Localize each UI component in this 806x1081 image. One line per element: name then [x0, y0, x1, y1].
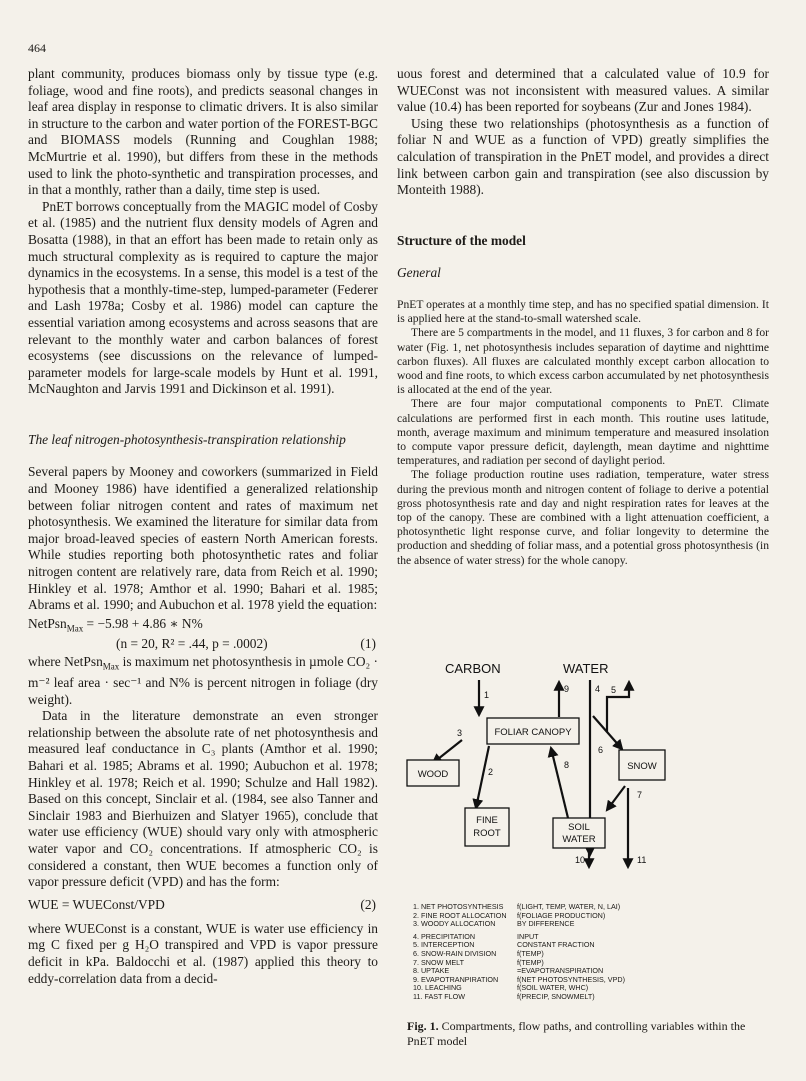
- paragraph: where WUEConst is a constant, WUE is water use efficiency in mg C fixed per g H₂O transpired and VPD is vapor pressure deficit in kPa. Baldocchi et al. (1987) applied this theory to eddy-correlation data from a decid-: [28, 920, 378, 986]
- water-header: WATER: [563, 661, 609, 676]
- equation-1-stats: [28, 636, 378, 654]
- flux-label-6: 6: [598, 745, 604, 755]
- p4-subscript: Max: [102, 661, 120, 672]
- carbon-header: CARBON: [445, 661, 501, 676]
- legend-row: 7. SNOW MELT f(TEMP): [413, 957, 544, 967]
- page-number: 464: [28, 41, 46, 55]
- right-column: [397, 66, 769, 568]
- flux-label-7: 7: [637, 790, 643, 800]
- paragraph: plant community, produces biomass only by tissue type (e.g. foliage, wood and fine roots), and predicts seasonal changes in leaf area display in response to climatic drivers. It is also similar in structure to the carbon and water portion of the FOREST-BGC and BIOMASS models (Running and Coughlan 1988; McMurtrie et al. 1990), but differs from these in the methods used to link the photo-synthetic and transpiration processes, and in that a monthly, rather than a daily, time step is used.: [28, 66, 378, 198]
- flux-7-arrow: [607, 786, 625, 810]
- flux-8-arrow: [551, 748, 568, 818]
- legend-row: 6. SNOW-RAIN DIVISION f(TEMP): [413, 948, 544, 958]
- flux-label-10: 10: [575, 855, 586, 865]
- flux-label-5: 5: [611, 685, 617, 695]
- flux-label-11: 11: [637, 855, 647, 865]
- soil-water-label-2: WATER: [562, 834, 596, 845]
- fine-root-label-1: FINE: [476, 815, 498, 826]
- legend-row: 11. FAST FLOW f(PRECIP, SNOWMELT): [413, 991, 595, 1001]
- left-column: [28, 66, 378, 987]
- paragraph: Several papers by Mooney and coworkers (summarized in Field and Mooney 1986) have identified a generalized relationship between foliar nitrogen content and rates of maximum net photosynthesis. We examined the literature for similar data from major broad-leaved species of eastern North American forests. While studies reporting both photosynthetic rates and foliar nitrogen content are relatively rare, data from Reich et al. 1990; Hinkley et al. 1978; Amthor et al. 1990; Bahari et al. 1985; Abrams et al. 1990; and Aubuchon et al. 1978 yield the equation:: [28, 464, 378, 613]
- legend-row: 5. INTERCEPTION CONSTANT FRACTION: [413, 940, 595, 950]
- paragraph: Data in the literature demonstrate an even stronger relationship between the absolute rate of net photosynthesis and measured leaf conductance in C₃ plants (Amthor et al. 1990; Bahari et al. 1985; Abrams et al. 1990; Aubuchon et al. 1978; Hinkley et al. 1978; Reich et al. 1990; Schulze and Hall 1982). Based on this concept, Sinclair et al. (1984, see also Tanner and Sinclair 1983 and Bierhuizen and Slatyer 1965), conclude that water use efficiency (WUE) should vary only with atmospheric water vapor and CO₂ concentrations. If atmospheric CO₂ is considered a constant, then WUE becomes a function only of vapor pressure deficit (VPD) and has the form:: [28, 708, 378, 890]
- eq2-text: WUE = WUEConst/VPD: [28, 896, 165, 912]
- figure-caption: [407, 1019, 767, 1049]
- flux-label-8: 8: [564, 760, 570, 770]
- flux-label-2: 2: [488, 767, 494, 777]
- legend-row: 2. FINE ROOT ALLOCATION f(FOLIAGE PRODUCTION): [413, 910, 606, 920]
- legend-row: 4. PRECIPITATION INPUT: [413, 931, 539, 941]
- legend-row: 9. EVAPOTRANPIRATION f(NET PHOTOSYNTHESIS, VPD): [413, 974, 625, 984]
- legend-row: 8. UPTAKE =EVAPOTRANSPIRATION: [413, 966, 604, 976]
- section-heading: Structure of the model: [397, 232, 526, 248]
- soil-water-label-1: SOIL: [568, 822, 590, 833]
- fine-root-label-2: ROOT: [473, 828, 501, 839]
- caption-text: Compartments, flow paths, and controlling variables within the PnET model: [407, 1019, 746, 1048]
- eq1-stats: (n = 20, R² = .44, p = .0002): [116, 635, 268, 651]
- subsection-heading: The leaf nitrogen-photosynthesis-transpiration relationship: [28, 431, 346, 447]
- figure-legend: [413, 903, 753, 1002]
- legend-row: 10. LEACHING f(SOIL WATER, WHC): [413, 983, 589, 993]
- equation-1: [28, 616, 378, 634]
- p4-end: is maximum net photosynthesis in µmole CO₂ · m⁻² leaf area · sec⁻¹ and N% is percent nitrogen in foliage (dry weight).: [28, 653, 378, 707]
- caption-label: Fig. 1.: [407, 1019, 439, 1033]
- eq1-lhs: NetPsn: [28, 615, 67, 631]
- flux-label-4: 4: [595, 684, 601, 694]
- pnet-diagram: [397, 660, 769, 900]
- equation-2: [28, 897, 378, 915]
- flux-2-arrow: [476, 746, 489, 808]
- subsection-heading: General: [397, 265, 441, 281]
- legend-row: 3. WOODY ALLOCATION BY DIFFERENCE: [413, 919, 575, 929]
- legend-row: 1. NET PHOTOSYNTHESIS f(LIGHT, TEMP, WATER, N, LAI): [413, 902, 621, 911]
- eq1-subscript: Max: [66, 623, 84, 634]
- flux-label-1: 1: [484, 690, 490, 700]
- eq2-number: (2): [360, 896, 376, 912]
- snow-label: SNOW: [627, 761, 657, 772]
- foliar-canopy-label: FOLIAR CANOPY: [494, 727, 572, 738]
- wood-label: WOOD: [417, 769, 449, 780]
- eq1-rhs: = −5.98 + 4.86 ∗ N%: [83, 615, 203, 631]
- paragraph: There are 5 compartments in the model, and 11 fluxes, 3 for carbon and 8 for water (Fig. 1, net photosynthesis includes separation of daytime and nighttime carbon fluxes). All fluxes are calculated monthly except carbon allocation to wood and fine roots, to which excess carbon accumulated by net photosynthesis is allocated at the end of the year.: [397, 326, 769, 397]
- figure-1: [397, 660, 769, 1060]
- paragraph: uous forest and determined that a calculated value of 10.9 for WUEConst was not inconsistent with measured values. A similar value (10.4) has been reported for soybeans (Zur and Jones 1984).: [397, 66, 769, 115]
- fine-root-box: [465, 808, 509, 846]
- paragraph: PnET borrows conceptually from the MAGIC model of Cosby et al. (1985) and the nutrient flux density models of Agren and Bosatta (1988), in that an effort has been made to retain only as much structural complexity as is required to capture the major dynamics in the ecosystems. In a sense, this model is a test of the hypothesis that a monthly-time-step, lumped-parameter (Federer and Lash 1978a; Cosby et al. 1986) model can capture the essential variation among ecosystems and across seasons that are relevant to the monthly water and carbon balances of forest ecosystems (see discussions on the relevance of lumped-parameter models for large-scale models by Hunt et al. 1991, McNaughton and Jarvis 1991 and Dickinson et al. 1991).: [28, 198, 378, 397]
- paragraph: The foliage production routine uses radiation, temperature, water stress during the previous month and nitrogen content of foliage to derive a potential gross photosynthesis rate and day and night respiration rates for leaves at the top of the canopy. These are combined with a light attenuation coefficient, a photosynthetic light response curve, and foliar longevity to determine the production and shedding of foliar mass, and a potential gross photosynthesis (in the absence of water stress) for the whole canopy.: [397, 468, 769, 567]
- flux-label-3: 3: [457, 728, 463, 738]
- paragraph: There are four major computational components to PnET. Climate calculations are performed first in each month. This routine uses latitude, month, average maximum and minimum temperature and measured insolation to compute vapor pressure deficit, daylength, mean daytime and nighttime temperatures, and radiation per second of daylight period.: [397, 397, 769, 468]
- flux-label-9: 9: [564, 684, 570, 694]
- p4-start: where NetPsn: [28, 653, 103, 669]
- paragraph: Using these two relationships (photosynthesis as a function of foliar N and WUE as a function of VPD) greatly simplifies the calculation of transpiration in the PnET model, and provides a direct link between carbon gain and transpiration (see also discussion by Monteith 1988).: [397, 115, 769, 198]
- paragraph: [28, 654, 378, 708]
- eq1-number: (1): [360, 635, 376, 651]
- paragraph: PnET operates at a monthly time step, and has no specified spatial dimension. It is applied here at the stand-to-small watershed scale.: [397, 297, 769, 326]
